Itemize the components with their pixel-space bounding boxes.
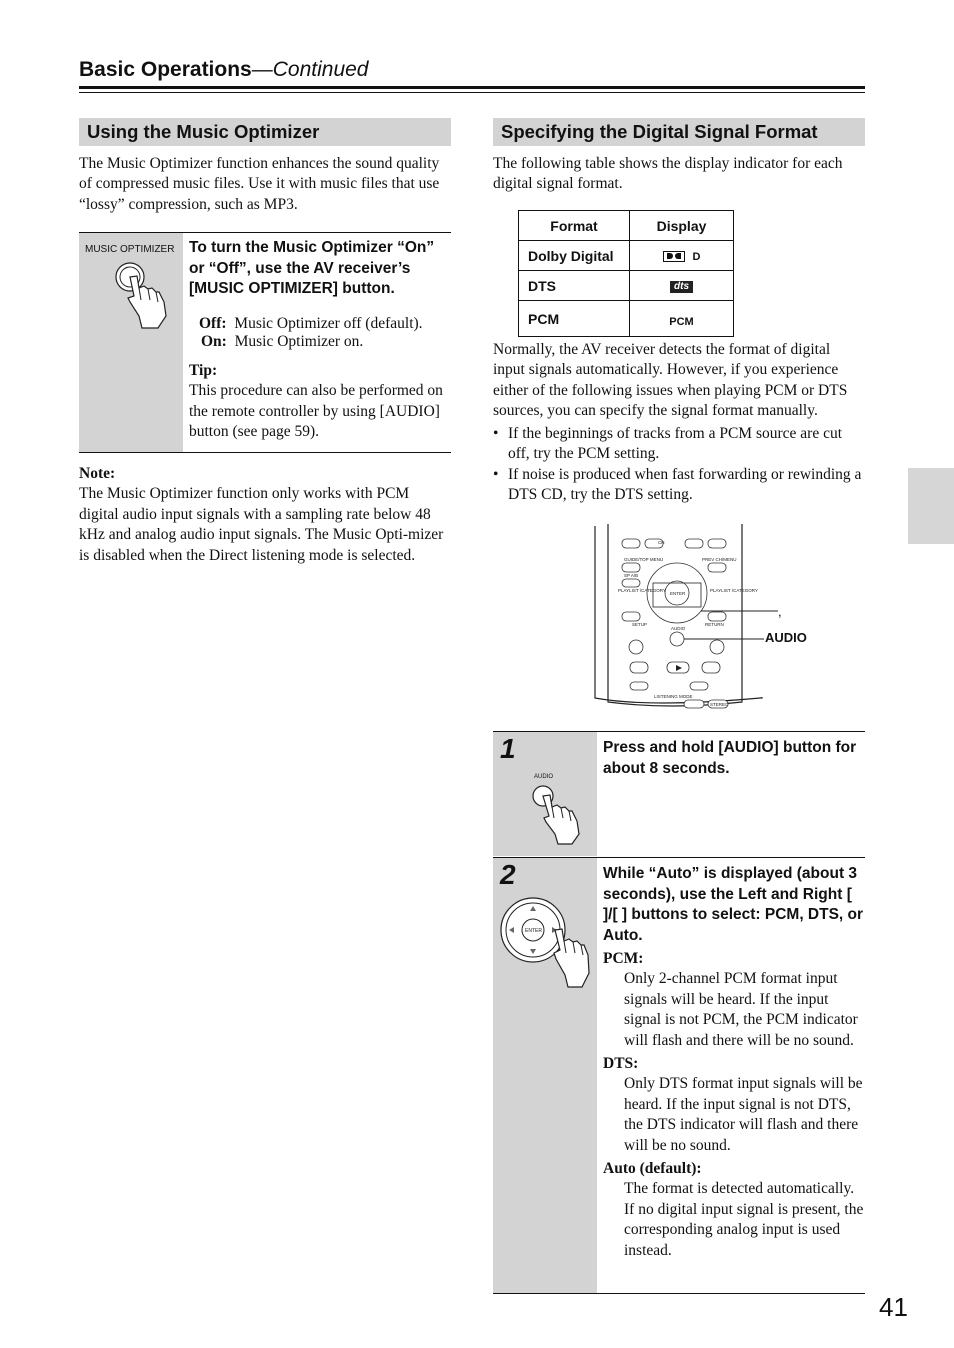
step1-number: 1 xyxy=(500,733,516,764)
table-cell-format: PCM xyxy=(519,301,630,337)
remote-ch-label: CH xyxy=(658,540,665,545)
page-number: 41 xyxy=(879,1292,908,1322)
digital-signal-intro: The following table shows the display indicator for each digital signal format. xyxy=(493,155,843,193)
remote-listening-label: LISTENING MODE xyxy=(654,694,693,699)
table-header-format: Format xyxy=(519,211,630,241)
section-title-music-optimizer: Using the Music Optimizer xyxy=(79,118,451,146)
music-optimizer-button-label: MUSIC OPTIMIZER xyxy=(85,244,175,255)
remote-sp-label: SP A/B xyxy=(624,573,639,578)
table-cell-display xyxy=(630,241,734,271)
note xyxy=(79,464,451,566)
header-continued: —Continued xyxy=(251,58,369,81)
table-cell-format: Dolby Digital xyxy=(519,241,630,271)
table-row xyxy=(519,241,734,271)
table-row xyxy=(519,271,734,301)
auto-text: The format is detected automatically. If no digital input signal is present, the corresponding analog input is used instead. xyxy=(624,1180,864,1259)
dts-text: Only DTS format input signals will be heard. If the input signal is not DTS, the DTS indicator will flash and there will be no sound. xyxy=(624,1075,863,1154)
music-optimizer-options xyxy=(199,315,451,351)
option-on-term: On: xyxy=(201,333,227,350)
remote-audio-label: AUDIO xyxy=(671,626,686,631)
pcm-text: Only 2-channel PCM format input signals will be heard. If the input signal is not PCM, the PCM indicator will flash and there will be no sound. xyxy=(624,970,858,1049)
enter-dpad-hand-icon xyxy=(500,897,592,989)
header-rule-thin xyxy=(79,92,865,93)
table-header-display: Display xyxy=(630,211,734,241)
table-cell-display: PCM xyxy=(630,301,734,337)
step2-text: While “Auto” is displayed (about 3 seconds), use the Left and Right [ ]/[ ] buttons to select: PCM, DTS, or Auto. xyxy=(603,865,864,944)
list-item: • If noise is produced when fast forwarding or rewinding a DTS CD, try the DTS setting. xyxy=(493,465,865,506)
dolby-display-text: D xyxy=(692,250,701,263)
format-table xyxy=(518,210,734,337)
tip xyxy=(189,361,451,443)
option-on xyxy=(199,333,451,351)
table-header-row xyxy=(519,211,734,241)
header-title: Basic Operations xyxy=(79,58,252,81)
dolby-logo-icon xyxy=(663,251,685,262)
box-bottom-rule xyxy=(79,452,451,453)
header-rule xyxy=(79,86,865,89)
option-off-text: Music Optimizer off (default). xyxy=(234,315,423,332)
auto-term: Auto (default): xyxy=(603,1160,702,1178)
step-bottom-rule xyxy=(493,1293,865,1294)
press-button-hand-icon xyxy=(108,258,178,332)
remote-return-label: RETURN xyxy=(705,622,724,627)
remote-playlist-left-label: PLAYLIST /CATEGORY xyxy=(618,588,666,593)
tip-title: Tip: xyxy=(189,362,218,379)
side-tab xyxy=(908,468,954,544)
step2-number: 2 xyxy=(500,859,516,890)
option-off-term: Off: xyxy=(199,315,227,332)
option-on-text: Music Optimizer on. xyxy=(234,333,364,350)
remote-guide-label: GUIDE/TOP MENU xyxy=(624,557,664,562)
remote-prev-label: PREV CH/MENU xyxy=(702,557,737,562)
remote-enter-label: ENTER xyxy=(670,591,686,596)
table-cell-format: DTS xyxy=(519,271,630,301)
option-off xyxy=(199,315,451,333)
remote-playlist-right-label: PLAYLIST /CATEGORY xyxy=(710,588,758,593)
section-title-digital-signal: Specifying the Digital Signal Format xyxy=(493,118,865,146)
note-text: The Music Optimizer function only works with PCM digital audio input signals with a sampling rate below 48 kHz and analog audio input signals. The Music Opti-mizer is disabled when the Direct listening mode is selected. xyxy=(79,485,444,564)
digital-signal-body: Normally, the AV receiver detects the format of digital input signals automatically. However, if you experience either of the following issues when playing PCM or DTS sources, you can specify the signal format manually. xyxy=(493,341,848,420)
list-item: • If the beginnings of tracks from a PCM source are cut off, try the PCM setting. xyxy=(493,424,865,465)
page-header xyxy=(79,58,368,82)
step1-text: Press and hold [AUDIO] button for about 8 seconds. xyxy=(603,739,857,777)
step2-icon-label: ENTER xyxy=(525,928,542,934)
remote-illustration xyxy=(590,522,820,714)
remote-setup-label: SETUP xyxy=(632,622,648,627)
note-title: Note: xyxy=(79,465,116,482)
remote-callout-audio: AUDIO xyxy=(765,630,807,645)
pcm-term: PCM: xyxy=(603,950,644,967)
table-row xyxy=(519,301,734,337)
remote-stereo-label: STEREO xyxy=(710,702,729,707)
table-cell-display xyxy=(630,271,734,301)
dts-term: DTS: xyxy=(603,1055,639,1073)
music-optimizer-intro: The Music Optimizer function enhances the sound quality of compressed music files. Use it with music files that use “lossy” compression, such as MP3. xyxy=(79,155,440,213)
audio-button-hand-icon xyxy=(528,782,594,846)
tip-text: This procedure can also be performed on the remote controller by using [AUDIO] button (see page 59). xyxy=(189,382,443,441)
step1-icon-label: AUDIO xyxy=(534,774,554,780)
remote-callout-comma: , xyxy=(778,604,782,619)
issue-list xyxy=(493,424,865,506)
step2-options xyxy=(603,949,865,1261)
dts-logo-icon: dts xyxy=(670,281,693,293)
music-optimizer-instruction: To turn the Music Optimizer “On” or “Off”, use the AV receiver’s [MUSIC OPTIMIZER] button. xyxy=(189,239,435,297)
